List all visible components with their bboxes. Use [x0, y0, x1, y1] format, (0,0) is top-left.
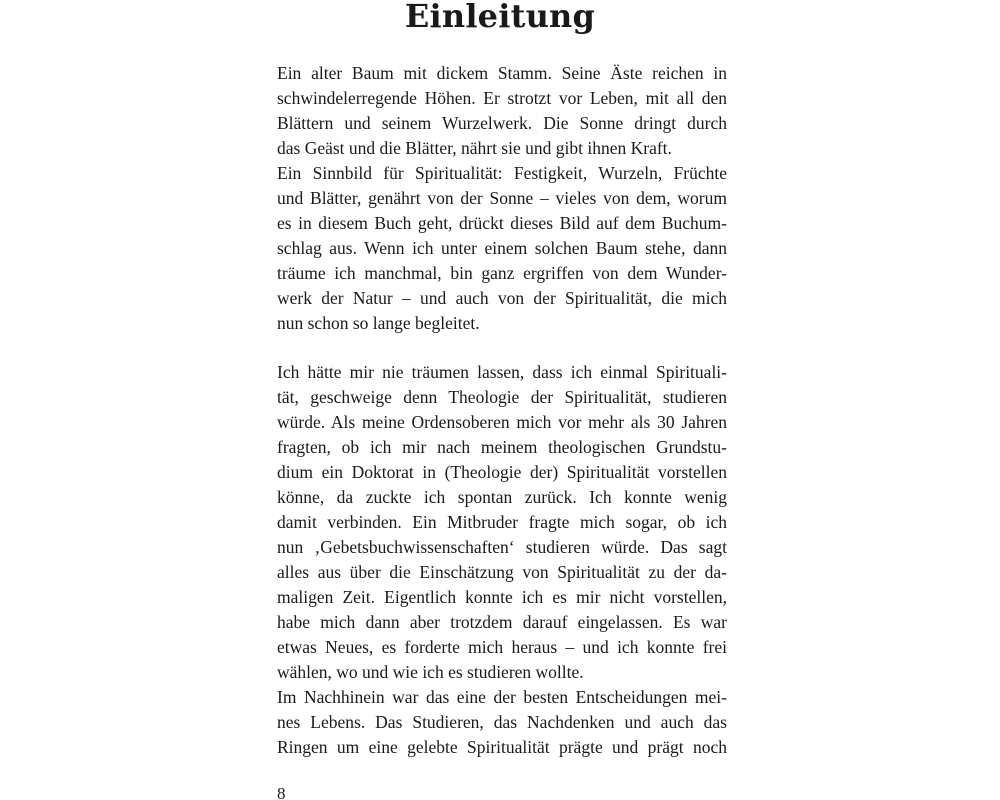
text-line: Ein Sinnbild für Spiritualität: Festigkeit, Wurzeln, Früchte: [277, 163, 727, 183]
text-line: und Blätter, genährt von der Sonne – vieles von dem, worum: [277, 188, 727, 208]
text-line: Ringen um eine gelebte Spiritualität prägte und prägt noch: [277, 737, 727, 757]
paragraph-3: [277, 360, 727, 685]
text-line: maligen Zeit. Eigentlich konnte ich es mir nicht vorstellen,: [277, 587, 727, 607]
paragraph-1: [277, 61, 727, 161]
chapter-title: Einleitung: [404, 0, 596, 35]
text-line: habe mich dann aber trotzdem darauf eingelassen. Es war: [277, 612, 727, 632]
text-line: damit verbinden. Ein Mitbruder fragte mich sogar, ob ich: [277, 512, 727, 532]
paragraph-4: [277, 685, 727, 760]
text-line: fragten, ob ich mir nach meinem theologischen Grundstu-: [277, 437, 727, 457]
page-number: 8: [277, 784, 286, 800]
text-line: werk der Natur – und auch von der Spiritualität, die mich: [277, 288, 727, 308]
paragraph-2: [277, 161, 727, 336]
body-text: [277, 61, 727, 760]
text-line: alles aus über die Einschätzung von Spiritualität zu der da-: [277, 562, 727, 582]
text-line: nes Lebens. Das Studieren, das Nachdenken und auch das: [277, 712, 727, 732]
text-line: träume ich manchmal, bin ganz ergriffen von dem Wunder-: [277, 263, 727, 283]
text-line: dium ein Doktorat in (Theologie der) Spiritualität vorstellen: [277, 462, 727, 482]
text-line: Ein alter Baum mit dickem Stamm. Seine Äste reichen in: [277, 63, 727, 83]
text-line: schlag aus. Wenn ich unter einem solchen Baum stehe, dann: [277, 238, 727, 258]
text-line: etwas Neues, es forderte mich heraus – und ich konnte frei: [277, 637, 727, 657]
text-line: nun ‚Gebetsbuchwissenschaften‘ studieren würde. Das sagt: [277, 537, 727, 557]
text-line: nun schon so lange begleitet.: [277, 313, 480, 333]
paragraph-gap: [277, 336, 727, 360]
text-line: Ich hätte mir nie träumen lassen, dass ich einmal Spirituali-: [277, 362, 727, 382]
text-line: schwindelerregende Höhen. Er strotzt vor Leben, mit all den: [277, 88, 727, 108]
text-line: würde. Als meine Ordensoberen mich vor mehr als 30 Jahren: [277, 412, 727, 432]
text-line: es in diesem Buch geht, drückt dieses Bild auf dem Buchum-: [277, 213, 727, 233]
text-line: das Geäst und die Blätter, nährt sie und gibt ihnen Kraft.: [277, 138, 672, 158]
text-line: wählen, wo und wie ich es studieren wollte.: [277, 662, 584, 682]
text-line: könne, da zuckte ich spontan zurück. Ich konnte wenig: [277, 487, 727, 507]
text-line: tät, geschweige denn Theologie der Spiritualität, studieren: [277, 387, 727, 407]
text-line: Im Nachhinein war das eine der besten Entscheidungen mei-: [277, 687, 727, 707]
text-line: Blättern und seinem Wurzelwerk. Die Sonne dringt durch: [277, 113, 727, 133]
